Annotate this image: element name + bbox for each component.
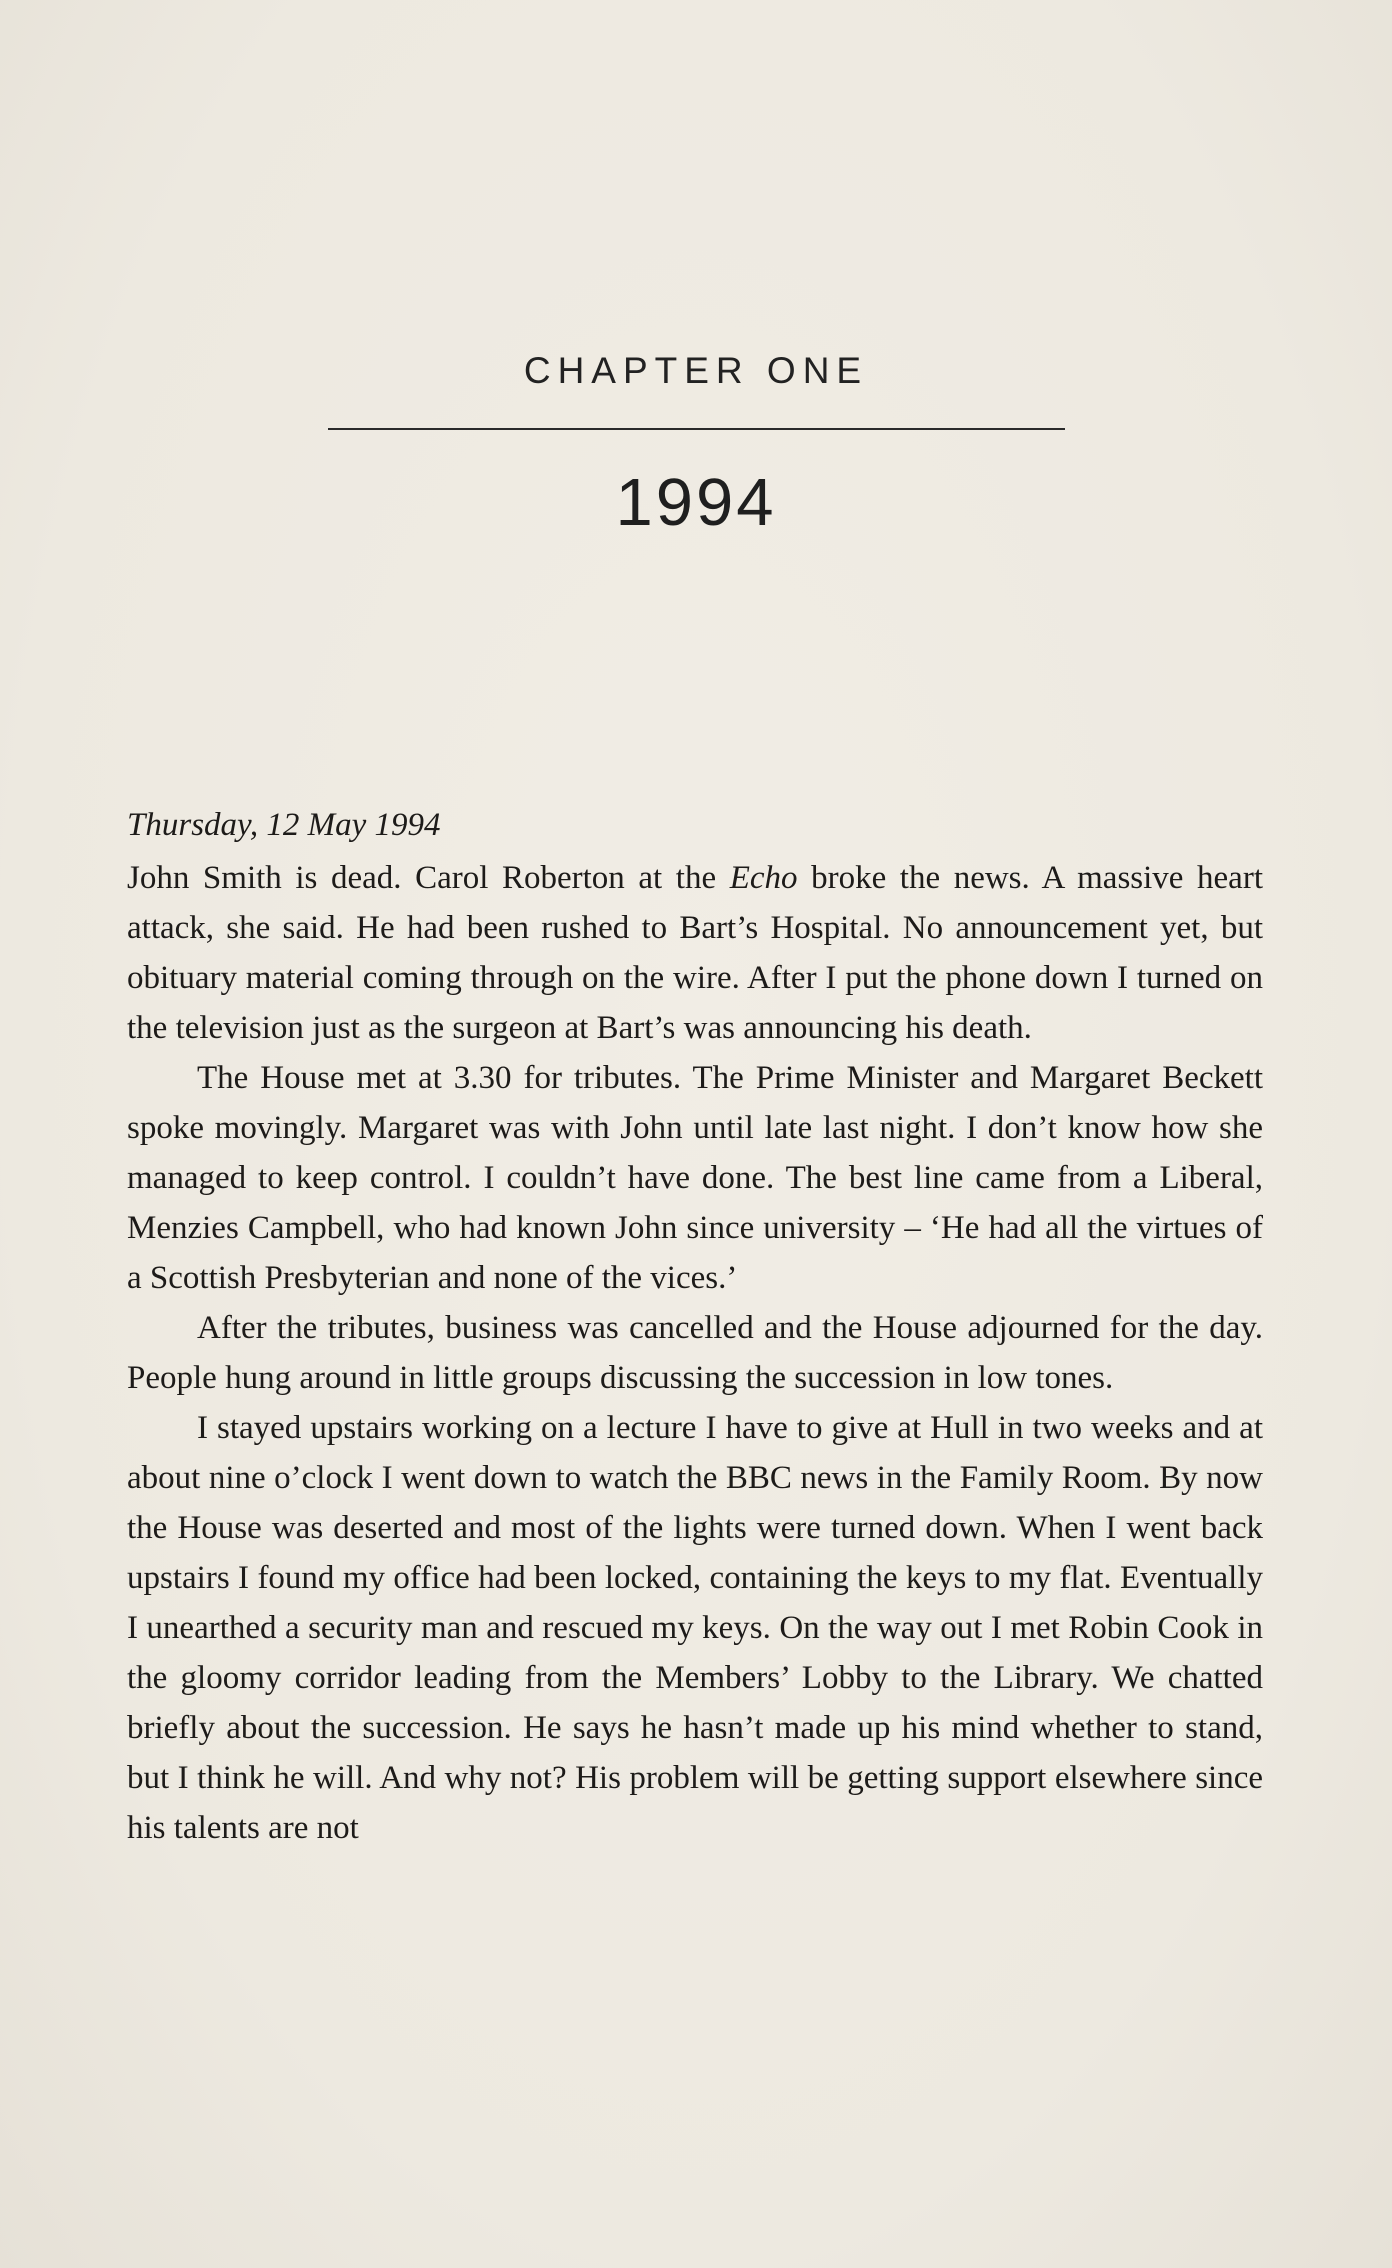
newspaper-name: Echo xyxy=(729,860,798,896)
paragraph-1 xyxy=(127,853,1263,1053)
paragraph-3: After the tributes, business was cancelled and the House adjourned for the day. People hung around in little groups discussing the succession in low tones. xyxy=(127,1310,1263,1396)
paragraph-1-start: John Smith is dead. Carol Roberton at the xyxy=(127,860,730,896)
entry-date: Thursday, 12 May 1994 xyxy=(127,807,441,843)
chapter-divider xyxy=(328,428,1065,430)
diary-text xyxy=(127,805,1263,1853)
chapter-year: 1994 xyxy=(615,465,777,540)
paragraph-1-end: broke the news. A massive heart attack, she said. He had been rushed to Bart’s Hospital. No announcement yet, but obituary material coming through on the wire. After I put the phone down I turned on the television just as the surgeon at Bart’s was announcing his death. xyxy=(127,860,1263,1046)
chapter-heading: CHAPTER ONE xyxy=(523,350,869,391)
paragraph-2: The House met at 3.30 for tributes. The Prime Minister and Margaret Beckett spoke movingly. Margaret was with John until late last night. I don’t know how she managed to keep control. I couldn’t have done. The best line came from a Liberal, Menzies Campbell, who had known John since university – ‘He had all the virtues of a Scottish Presbyterian and none of the vices.’ xyxy=(127,1060,1263,1296)
paragraph-4: I stayed upstairs working on a lecture I have to give at Hull in two weeks and at about nine o’clock I went down to watch the BBC news in the Family Room. By now the House was deserted and most of the lights were turned down. When I went back upstairs I found my office had been locked, containing the keys to my flat. Eventually I unearthed a security man and rescued my keys. On the way out I met Robin Cook in the gloomy corridor leading from the Members’ Lobby to the Library. We chatted briefly about the succession. He says he hasn’t made up his mind whether to stand, but I think he will. And why not? His problem will be getting support elsewhere since his talents are not xyxy=(127,1410,1263,1846)
